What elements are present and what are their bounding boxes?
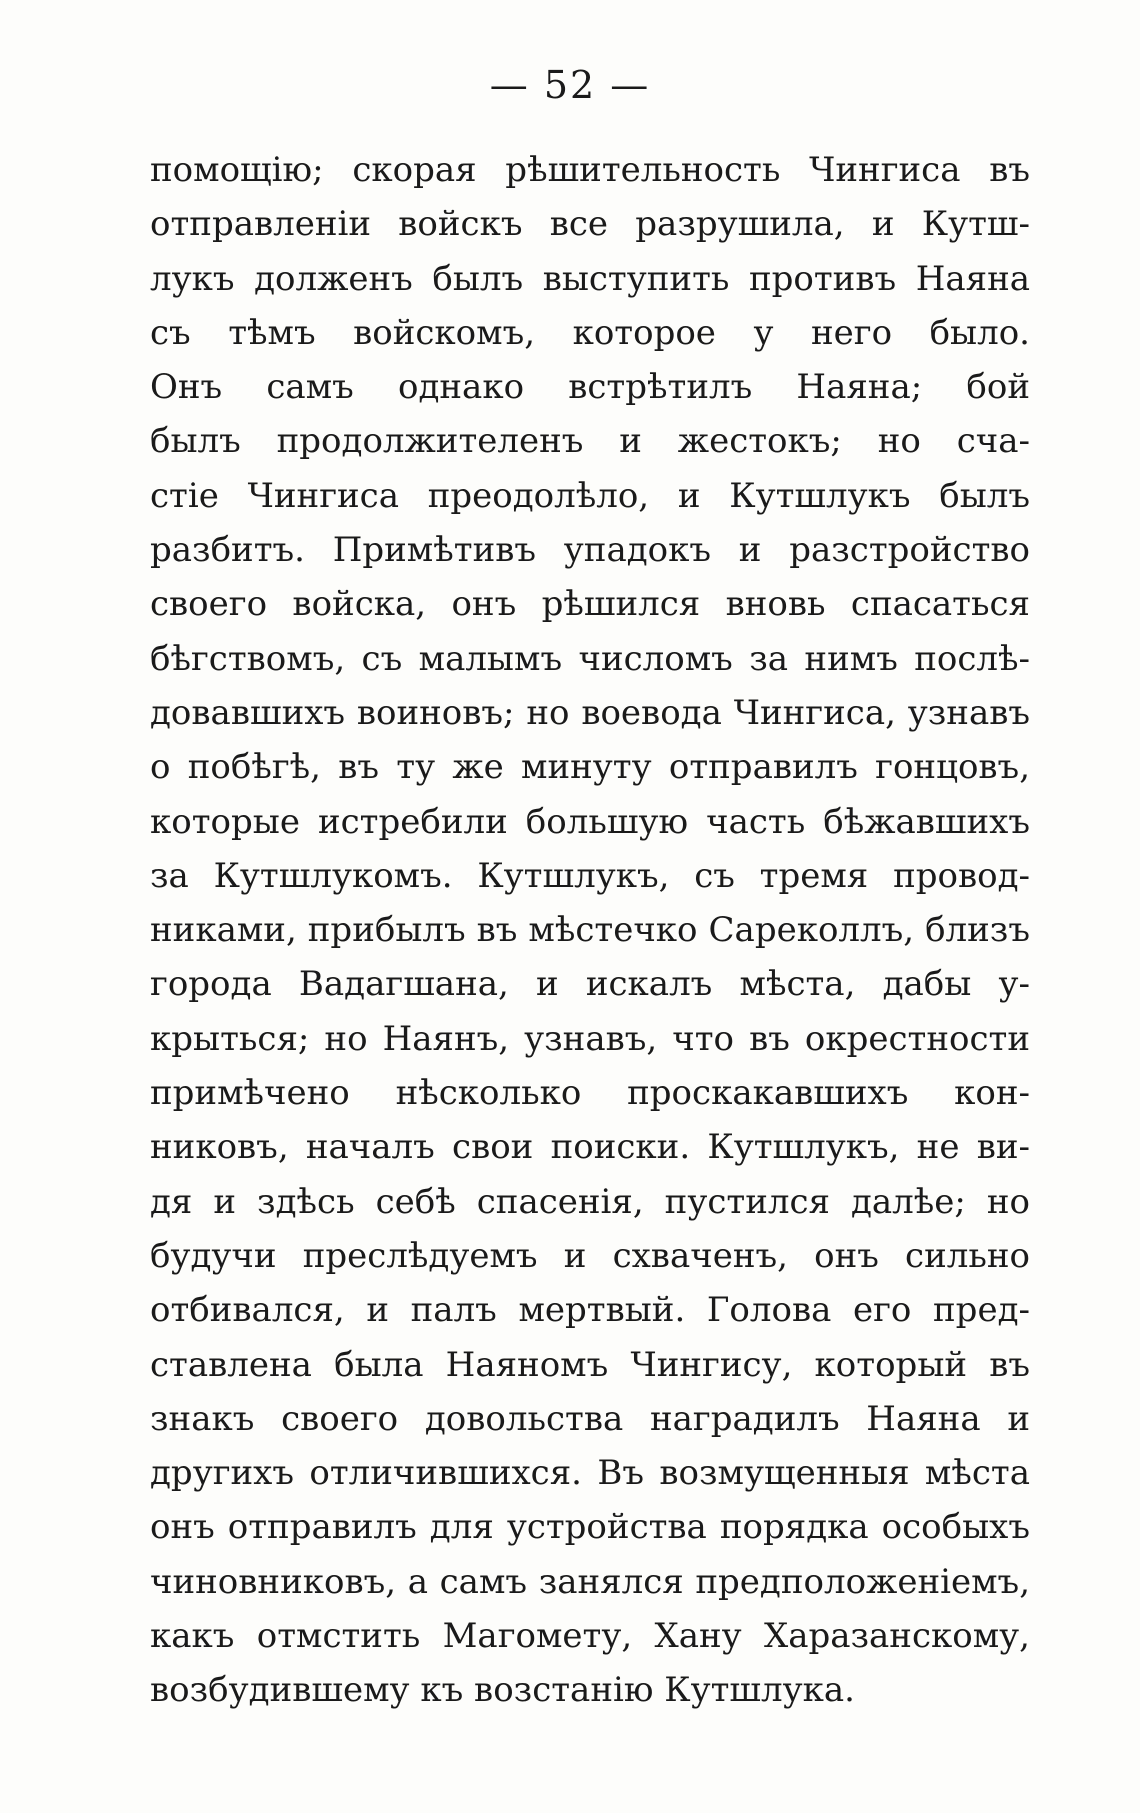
body-text [150, 143, 1030, 1718]
text-line: Онъ самъ однако встрѣтилъ Наяна; бой [150, 367, 1030, 408]
text-line: былъ продолжителенъ и жестокъ; но сча- [150, 421, 1030, 462]
text-line: ставлена была Наяномъ Чингису, который въ [150, 1344, 1030, 1385]
text-line: чиновниковъ, а самъ занялся предположеніемъ, [150, 1561, 1030, 1602]
text-line: которые истребили большую часть бѣжавшихъ [150, 801, 1030, 842]
text-line: дя и здѣсь себѣ спасенія, пустился далѣе; но [150, 1181, 1030, 1222]
text-line: какъ отмстить Магомету, Хану Харазанскому, [150, 1616, 1030, 1657]
text-line: разбитъ. Примѣтивъ упадокъ и разстройство [150, 530, 1030, 571]
text-line: за Кутшлукомъ. Кутшлукъ, съ тремя провод- [150, 855, 1030, 896]
text-line: о побѣгѣ, въ ту же минуту отправилъ гонцовъ, [150, 747, 1030, 788]
text-line: другихъ отличившихся. Въ возмущенныя мѣста [150, 1453, 1030, 1494]
text-line: никовъ, началъ свои поиски. Кутшлукъ, не ви- [150, 1127, 1030, 1168]
text-line: своего войска, онъ рѣшился вновь спасаться [150, 584, 1030, 625]
text-line: возбудившему къ возстанію Кутшлука. [150, 1670, 855, 1711]
text-line: довавшихъ воиновъ; но воевода Чингиса, узнавъ [150, 692, 1030, 733]
text-line: отправленіи войскъ все разрушила, и Кутш- [150, 204, 1030, 245]
text-line: съ тѣмъ войскомъ, которое у него было. [150, 312, 1030, 353]
text-line: будучи преслѣдуемъ и схваченъ, онъ сильно [150, 1235, 1030, 1276]
text-line: города Вадагшана, и искалъ мѣста, дабы у- [150, 964, 1030, 1005]
text-line: знакъ своего довольства наградилъ Наяна и [150, 1398, 1030, 1439]
text-line: стіе Чингиса преодолѣло, и Кутшлукъ былъ [150, 475, 1030, 516]
text-line: лукъ долженъ былъ выступить противъ Наяна [150, 258, 1030, 299]
text-line: крыться; но Наянъ, узнавъ, что въ окрестности [150, 1018, 1030, 1059]
text-line: онъ отправилъ для устройства порядка особыхъ [150, 1507, 1030, 1548]
text-line: отбивался, и палъ мертвый. Голова его пред- [150, 1290, 1030, 1331]
page-number: — 52 — [489, 63, 651, 107]
text-line: никами, прибылъ въ мѣстечко Сареколлъ, близъ [150, 910, 1030, 951]
text-line: бѣгствомъ, съ малымъ числомъ за нимъ послѣ- [150, 638, 1030, 679]
text-line: примѣчено нѣсколько проскакавшихъ кон- [150, 1073, 1030, 1114]
text-line: помощію; скорая рѣшительность Чингиса въ [150, 150, 1030, 190]
